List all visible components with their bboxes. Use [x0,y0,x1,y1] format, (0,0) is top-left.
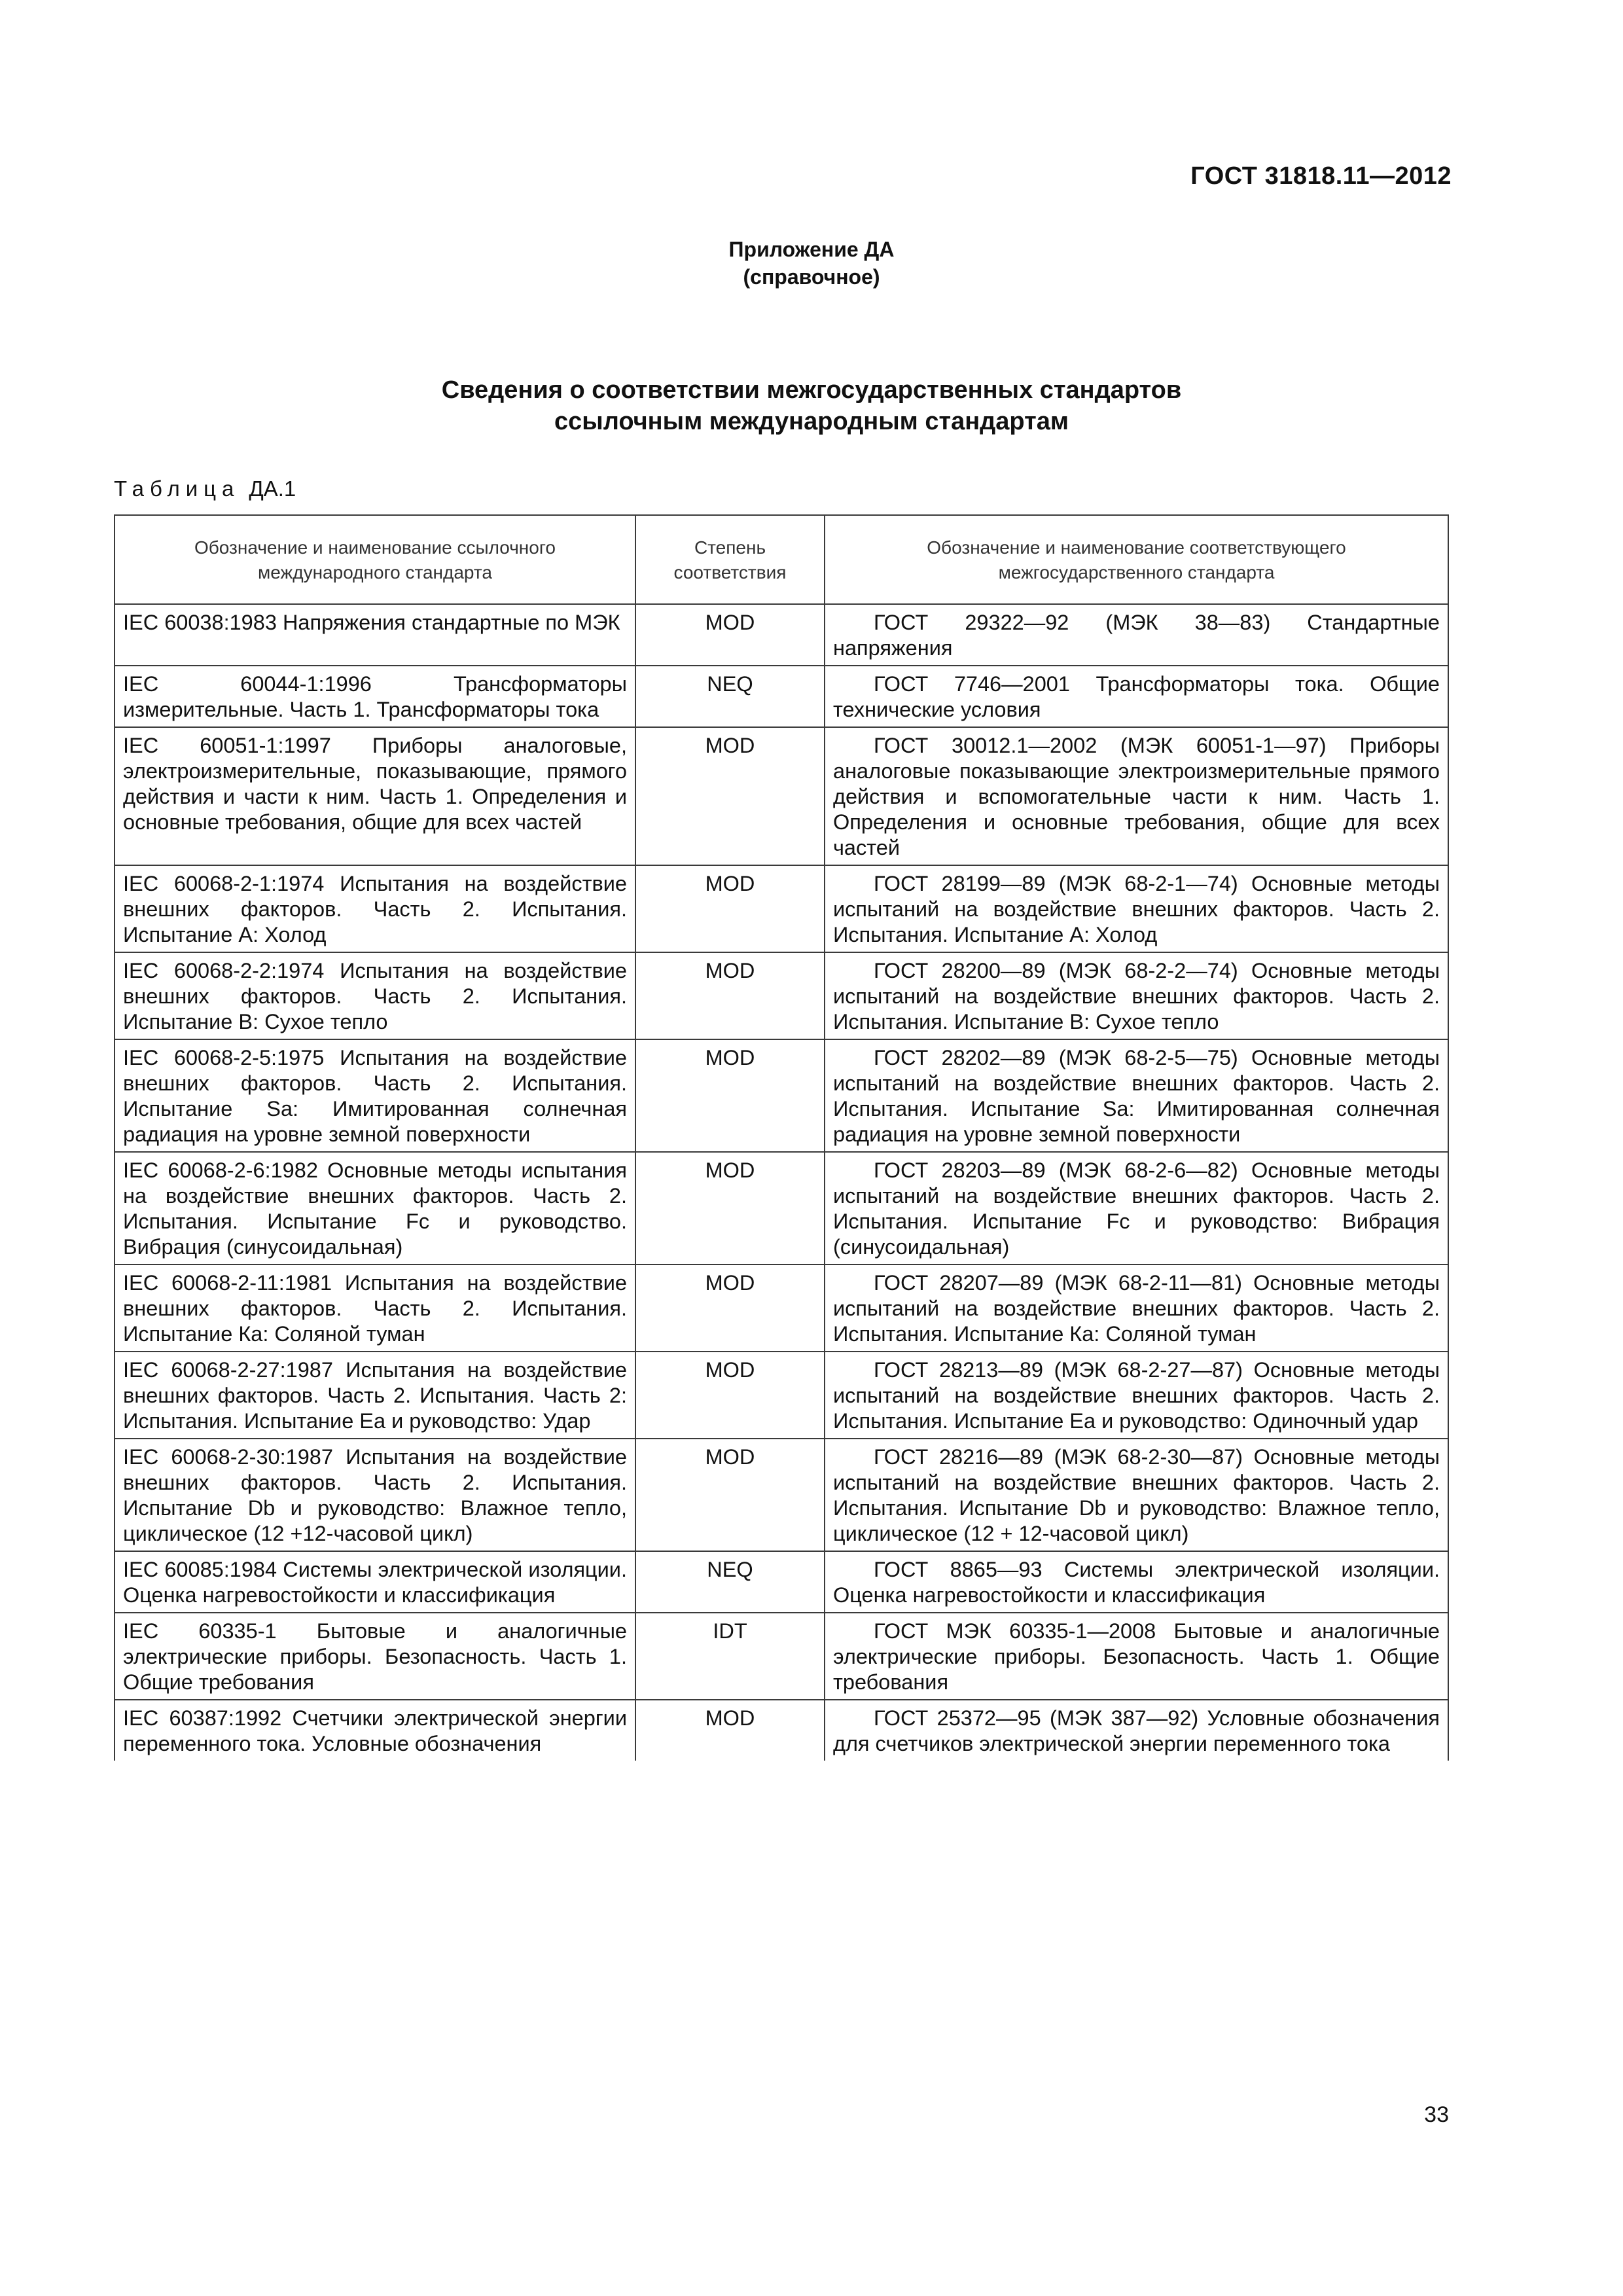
column-header-international: Обозначение и наименование ссылочного международного стандарта [115,515,635,604]
table-row [115,1152,1448,1265]
international-standard-cell: IEC 60068-2-27:1987 Испытания на воздействие внешних факторов. Часть 2. Испытания. Часть 2: Испытания. Испытание Еа и руководство: Удар [115,1352,635,1439]
page-number: 33 [1424,2102,1449,2127]
degree-cell: MOD [635,865,825,952]
degree-cell: MOD [635,952,825,1039]
international-standard-cell: IEC 60335-1 Бытовые и аналогичные электрические приборы. Безопасность. Часть 1. Общие требования [115,1613,635,1700]
interstate-standard-cell [825,727,1448,865]
column-header-degree: Степень соответствия [635,515,825,604]
degree-cell: MOD [635,1265,825,1352]
degree-cell: MOD [635,727,825,865]
degree-cell: MOD [635,1152,825,1265]
interstate-standard-cell [825,1352,1448,1439]
international-standard-cell: IEC 60068-2-6:1982 Основные методы испытания на воздействие внешних факторов. Часть 2. Испытания. Испытание Fc и руководство. Вибрация (синусоидальная) [115,1152,635,1265]
interstate-standard-text: ГОСТ 8865—93 Системы электрической изоляции. Оценка нагревостойкости и классификация [833,1558,1440,1607]
international-standard-cell: IEC 60068-2-2:1974 Испытания на воздействие внешних факторов. Часть 2. Испытания. Испытание В: Сухое тепло [115,952,635,1039]
interstate-standard-cell [825,1439,1448,1551]
table-row [115,952,1448,1039]
interstate-standard-cell [825,1700,1448,1761]
interstate-standard-text: ГОСТ 30012.1—2002 (МЭК 60051-1—97) Приборы аналоговые показывающие электроизмерительные прямого действия и вспомогательные части к ним. Часть 1. Определения и основные требования, общие для всех частей [833,734,1440,859]
table-row [115,1439,1448,1551]
international-standard-cell: IEC 60044-1:1996 Трансформаторы измерительные. Часть 1. Трансформаторы тока [115,666,635,727]
interstate-standard-cell [825,1551,1448,1613]
degree-cell: MOD [635,1352,825,1439]
interstate-standard-text: ГОСТ 28203—89 (МЭК 68-2-6—82) Основные методы испытаний на воздействие внешних факторов. Часть 2. Испытания. Испытание Fc и руководство: Вибрация (синусоидальная) [833,1158,1440,1259]
table-row [115,666,1448,727]
international-standard-cell: IEC 60068-2-1:1974 Испытания на воздействие внешних факторов. Часть 2. Испытания. Испытание А: Холод [115,865,635,952]
interstate-standard-text: ГОСТ 28200—89 (МЭК 68-2-2—74) Основные методы испытаний на воздействие внешних факторов. Часть 2. Испытания. Испытание В: Сухое тепло [833,959,1440,1033]
interstate-standard-text: ГОСТ 28213—89 (МЭК 68-2-27—87) Основные методы испытаний на воздействие внешних факторов. Часть 2. Испытания. Испытание Еа и руководство: Одиночный удар [833,1358,1440,1433]
interstate-standard-text: ГОСТ 28216—89 (МЭК 68-2-30—87) Основные методы испытаний на воздействие внешних факторов. Часть 2. Испытания. Испытание Db и руководство: Влажное тепло, циклическое (12 + 12-часовой цикл) [833,1445,1440,1545]
interstate-standard-cell [825,1265,1448,1352]
table-row [115,1265,1448,1352]
interstate-standard-text: ГОСТ 28202—89 (МЭК 68-2-5—75) Основные методы испытаний на воздействие внешних факторов. Часть 2. Испытания. Испытание Sa: Имитированная солнечная радиация на уровне земной поверхности [833,1046,1440,1146]
table-row [115,1352,1448,1439]
table-body [115,604,1448,1761]
section-heading-line-2: ссылочным международным стандартам [554,408,1069,435]
appendix-title-block [0,236,1623,291]
interstate-standard-text: ГОСТ МЭК 60335-1—2008 Бытовые и аналогичные электрические приборы. Безопасность. Часть 1. Общие требования [833,1619,1440,1694]
section-heading-line-1: Сведения о соответствии межгосударственных стандартов [441,376,1182,404]
interstate-standard-cell [825,1152,1448,1265]
table-row [115,1613,1448,1700]
table-row [115,1700,1448,1761]
international-standard-cell: IEC 60068-2-5:1975 Испытания на воздействие внешних факторов. Часть 2. Испытания. Испытание Sa: Имитированная солнечная радиация на уровне земной поверхности [115,1039,635,1152]
interstate-standard-cell [825,952,1448,1039]
table-header-row [115,515,1448,604]
table-caption-id: ДА.1 [249,476,296,501]
table-row [115,1551,1448,1613]
interstate-standard-text: ГОСТ 25372—95 (МЭК 387—92) Условные обозначения для счетчиков электрической энергии переменного тока [833,1706,1440,1755]
table-row [115,604,1448,666]
interstate-standard-text: ГОСТ 7746—2001 Трансформаторы тока. Общие технические условия [833,672,1440,721]
table-header [115,515,1448,604]
table-row [115,1039,1448,1152]
table-caption-word: Таблица [114,476,240,501]
interstate-standard-cell [825,1039,1448,1152]
degree-cell: MOD [635,604,825,666]
section-heading [275,374,1348,437]
document-number: ГОСТ 31818.11—2012 [1190,162,1452,190]
interstate-standard-cell [825,666,1448,727]
table-row [115,727,1448,865]
degree-cell: NEQ [635,666,825,727]
appendix-subtitle: (справочное) [743,265,880,289]
international-standard-cell: IEC 60387:1992 Счетчики электрической энергии переменного тока. Условные обозначения [115,1700,635,1761]
appendix-title: Приложение ДА [728,238,895,261]
degree-cell: MOD [635,1039,825,1152]
table-caption [114,476,296,501]
international-standard-cell: IEC 60038:1983 Напряжения стандартные по МЭК [115,604,635,666]
correspondence-table [114,514,1449,1761]
interstate-standard-text: ГОСТ 28199—89 (МЭК 68-2-1—74) Основные методы испытаний на воздействие внешних факторов. Часть 2. Испытания. Испытание А: Холод [833,872,1440,946]
interstate-standard-cell [825,604,1448,666]
degree-cell: IDT [635,1613,825,1700]
column-header-interstate: Обозначение и наименование соответствующего межгосударственного стандарта [825,515,1448,604]
international-standard-cell: IEC 60085:1984 Системы электрической изоляции. Оценка нагревостойкости и классификация [115,1551,635,1613]
international-standard-cell: IEC 60051-1:1997 Приборы аналоговые, электроизмерительные, показывающие, прямого действия и части к ним. Часть 1. Определения и основные требования, общие для всех частей [115,727,635,865]
interstate-standard-text: ГОСТ 29322—92 (МЭК 38—83) Стандартные напряжения [833,611,1440,660]
interstate-standard-cell [825,865,1448,952]
degree-cell: MOD [635,1700,825,1761]
international-standard-cell: IEC 60068-2-11:1981 Испытания на воздействие внешних факторов. Часть 2. Испытания. Испытание Ка: Соляной туман [115,1265,635,1352]
table-row [115,865,1448,952]
degree-cell: MOD [635,1439,825,1551]
international-standard-cell: IEC 60068-2-30:1987 Испытания на воздействие внешних факторов. Часть 2. Испытания. Испытание Db и руководство: Влажное тепло, циклическое (12 +12-часовой цикл) [115,1439,635,1551]
degree-cell: NEQ [635,1551,825,1613]
interstate-standard-cell [825,1613,1448,1700]
interstate-standard-text: ГОСТ 28207—89 (МЭК 68-2-11—81) Основные методы испытаний на воздействие внешних факторов. Часть 2. Испытания. Испытание Ка: Соляной туман [833,1271,1440,1346]
